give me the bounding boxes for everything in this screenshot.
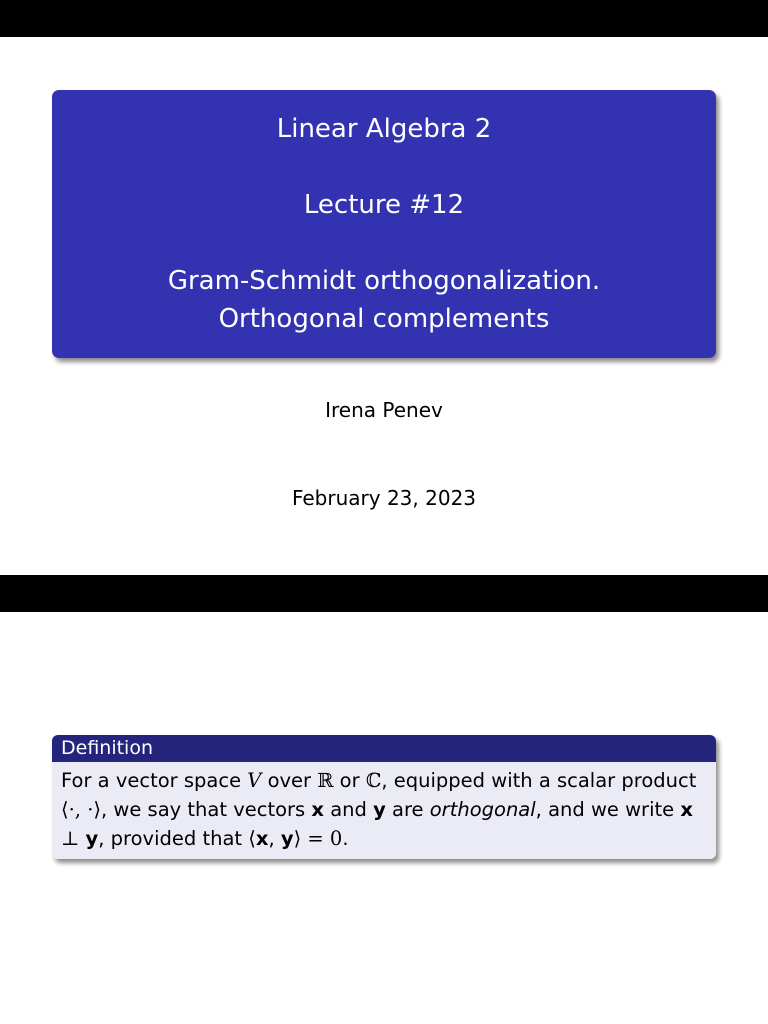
definition-slide [0,612,768,1024]
math-vector-y: y [85,827,99,850]
math-complex: ℂ [365,769,382,792]
math-vector-y: y [280,827,294,850]
course-title: Linear Algebra 2 [276,114,492,144]
math-right-angle-equals-zero: ⟩ = 0 [293,827,343,850]
lecture-topic: Gram-Schmidt orthogonalization. Orthogonal complements [167,266,601,334]
math-vector-space: V [247,769,262,792]
text-segment: For a vector space [61,769,248,792]
text-segment: , provided that [98,827,249,850]
math-vector-x: x [311,798,324,821]
emphasized-term: orthogonal [429,798,536,821]
definition-title: Definition [52,735,716,762]
top-black-bar [0,0,768,37]
math-comma: , [268,827,281,850]
lecture-number: Lecture #12 [303,190,465,220]
separator-black-bar [0,575,768,612]
math-vector-x: x [680,798,693,821]
text-segment: are [385,798,430,821]
text-segment: over [261,769,318,792]
text-segment: and [324,798,374,821]
lecture-date: February 23, 2023 [291,486,477,510]
definition-text [52,762,716,859]
math-vector-x: x [255,827,269,850]
math-left-angle: ⟨ [248,827,256,850]
text-segment: , we say that vectors [101,798,312,821]
text-segment: . [342,827,349,850]
title-slide [0,37,768,575]
text-segment: , equipped with a scalar product [381,769,697,792]
text-segment: or [333,769,366,792]
author-name: Irena Penev [325,398,443,422]
math-reals: ℝ [317,769,334,792]
title-box [52,90,716,358]
math-scalar-product: ⟨·, ·⟩ [61,798,102,821]
text-segment: , and we write [535,798,681,821]
math-vector-y: y [373,798,386,821]
definition-block [52,735,716,859]
math-perp-symbol: ⊥ [61,827,86,850]
